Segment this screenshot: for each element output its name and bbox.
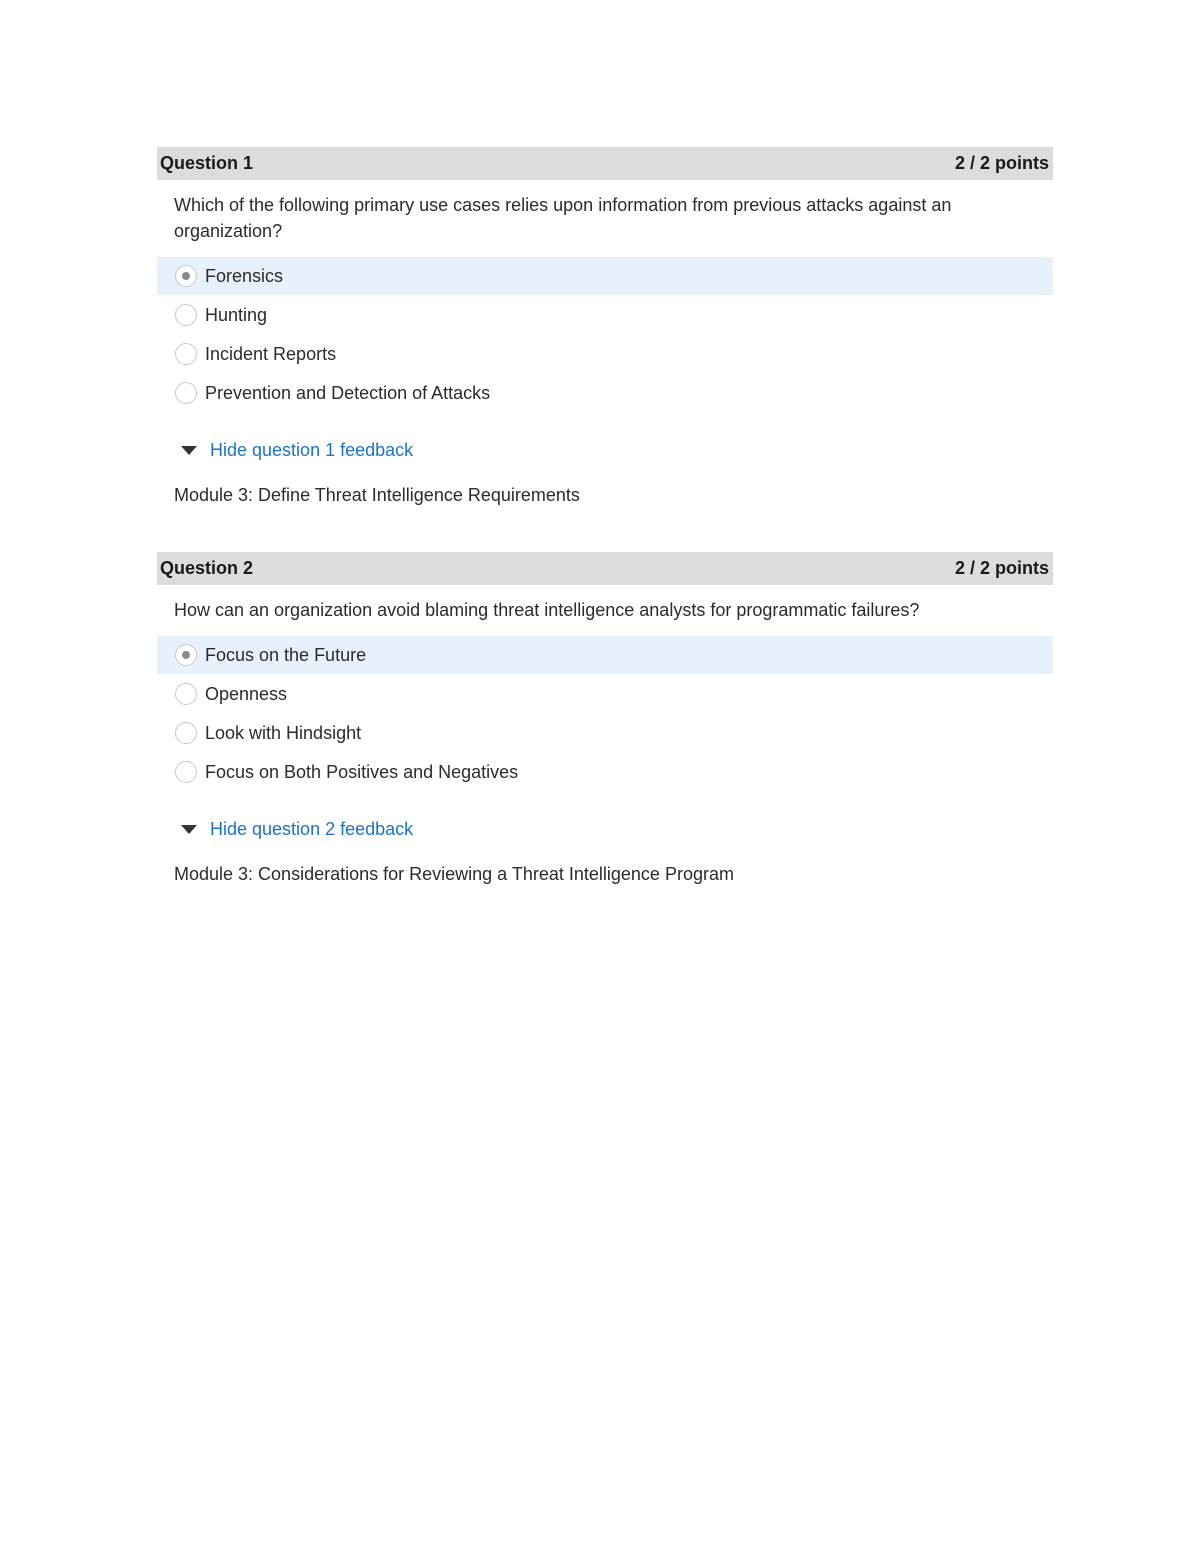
question-title: Question 1 [160, 153, 254, 173]
radio-button[interactable] [175, 304, 197, 326]
feedback-text: Module 3: Define Threat Intelligence Requirements [174, 485, 580, 505]
question-1 [157, 147, 1053, 506]
radio-button[interactable] [175, 761, 197, 783]
answer-option[interactable] [157, 675, 1053, 713]
answer-list [157, 636, 1053, 791]
answer-label: Forensics [205, 265, 284, 286]
answer-option[interactable] [157, 257, 1053, 295]
answer-option[interactable] [157, 714, 1053, 752]
answer-label: Focus on Both Positives and Negatives [205, 761, 519, 782]
quiz-results [157, 147, 1053, 931]
feedback-toggle-label: Hide question 1 feedback [210, 440, 414, 460]
question-header [157, 552, 1053, 585]
question-text: Which of the following primary use cases relies upon information from previous attacks against an organization? [174, 195, 952, 241]
radio-button[interactable] [175, 343, 197, 365]
radio-button-selected[interactable] [175, 644, 197, 666]
answer-option[interactable] [157, 753, 1053, 791]
question-points: 2 / 2 points [954, 558, 1049, 578]
radio-dot-icon [182, 651, 190, 659]
radio-button[interactable] [175, 683, 197, 705]
answer-label: Openness [205, 683, 288, 704]
answer-label: Hunting [205, 304, 268, 325]
question-title: Question 2 [160, 558, 254, 578]
feedback-text: Module 3: Considerations for Reviewing a Threat Intelligence Program [174, 864, 734, 884]
answer-option[interactable] [157, 374, 1053, 412]
caret-down-icon [181, 446, 197, 455]
radio-button[interactable] [175, 382, 197, 404]
answer-option[interactable] [157, 636, 1053, 674]
question-header [157, 147, 1053, 180]
answer-label: Focus on the Future [205, 644, 367, 665]
radio-button[interactable] [175, 722, 197, 744]
hide-feedback-link[interactable] [181, 819, 1053, 840]
answer-label: Look with Hindsight [205, 722, 362, 743]
answer-list [157, 257, 1053, 412]
caret-down-icon [181, 825, 197, 834]
question-2 [157, 552, 1053, 885]
radio-button-selected[interactable] [175, 265, 197, 287]
answer-option[interactable] [157, 335, 1053, 373]
answer-label: Prevention and Detection of Attacks [205, 382, 491, 403]
question-text: How can an organization avoid blaming threat intelligence analysts for programmatic failures? [174, 600, 920, 620]
hide-feedback-link[interactable] [181, 440, 1053, 461]
question-points: 2 / 2 points [954, 153, 1049, 173]
answer-option[interactable] [157, 296, 1053, 334]
feedback-toggle-label: Hide question 2 feedback [210, 819, 414, 839]
answer-label: Incident Reports [205, 343, 337, 364]
radio-dot-icon [182, 272, 190, 280]
